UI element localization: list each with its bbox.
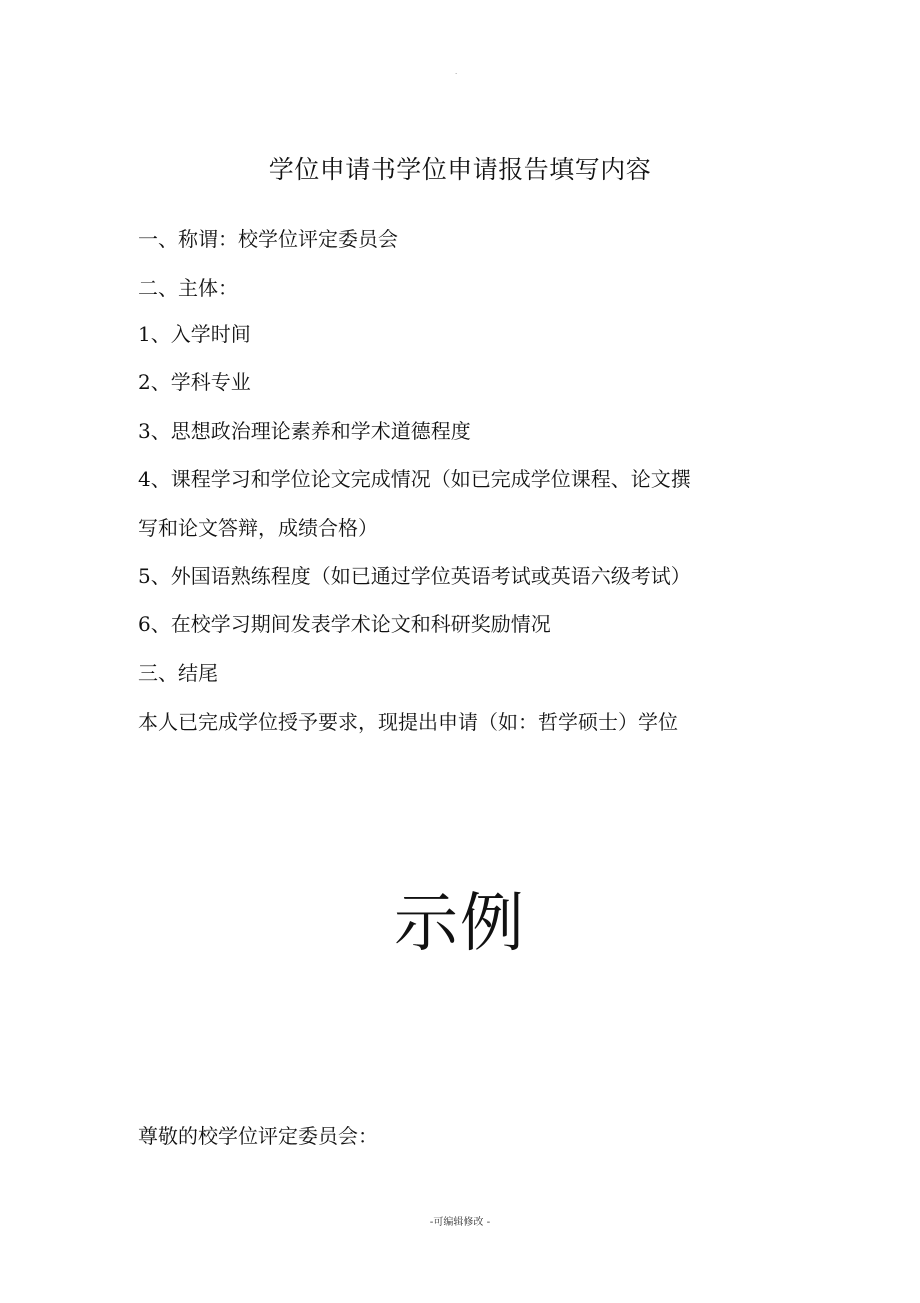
header-mark: · [455,70,458,78]
example-title: 示例 [394,887,526,961]
list-item-5: 5、外国语熟练程度（如已通过学位英语考试或英语六级考试） [138,564,691,588]
list-item-1: 1、入学时间 [138,322,251,346]
list-item-4-line-2: 写和论文答辩，成绩合格） [138,516,378,540]
salutation-line: 一、称谓：校学位评定委员会 [138,227,398,251]
page-footer: -可编辑修改 - [429,1217,491,1228]
list-item-4-line-1: 4、课程学习和学位论文完成情况（如已完成学位课程、论文撰 [138,467,691,491]
list-item-3: 3、思想政治理论素养和学术道德程度 [138,419,471,443]
greeting-line: 尊敬的校学位评定委员会： [138,1124,378,1148]
ending-text: 本人已完成学位授予要求，现提出申请（如：哲学硕士）学位 [138,710,678,734]
document-title: 学位申请书学位申请报告填写内容 [268,155,652,184]
list-item-2: 2、学科专业 [138,370,251,394]
ending-heading: 三、结尾 [138,661,218,685]
body-heading: 二、主体： [138,276,238,300]
list-item-6: 6、在校学习期间发表学术论文和科研奖励情况 [138,612,551,636]
